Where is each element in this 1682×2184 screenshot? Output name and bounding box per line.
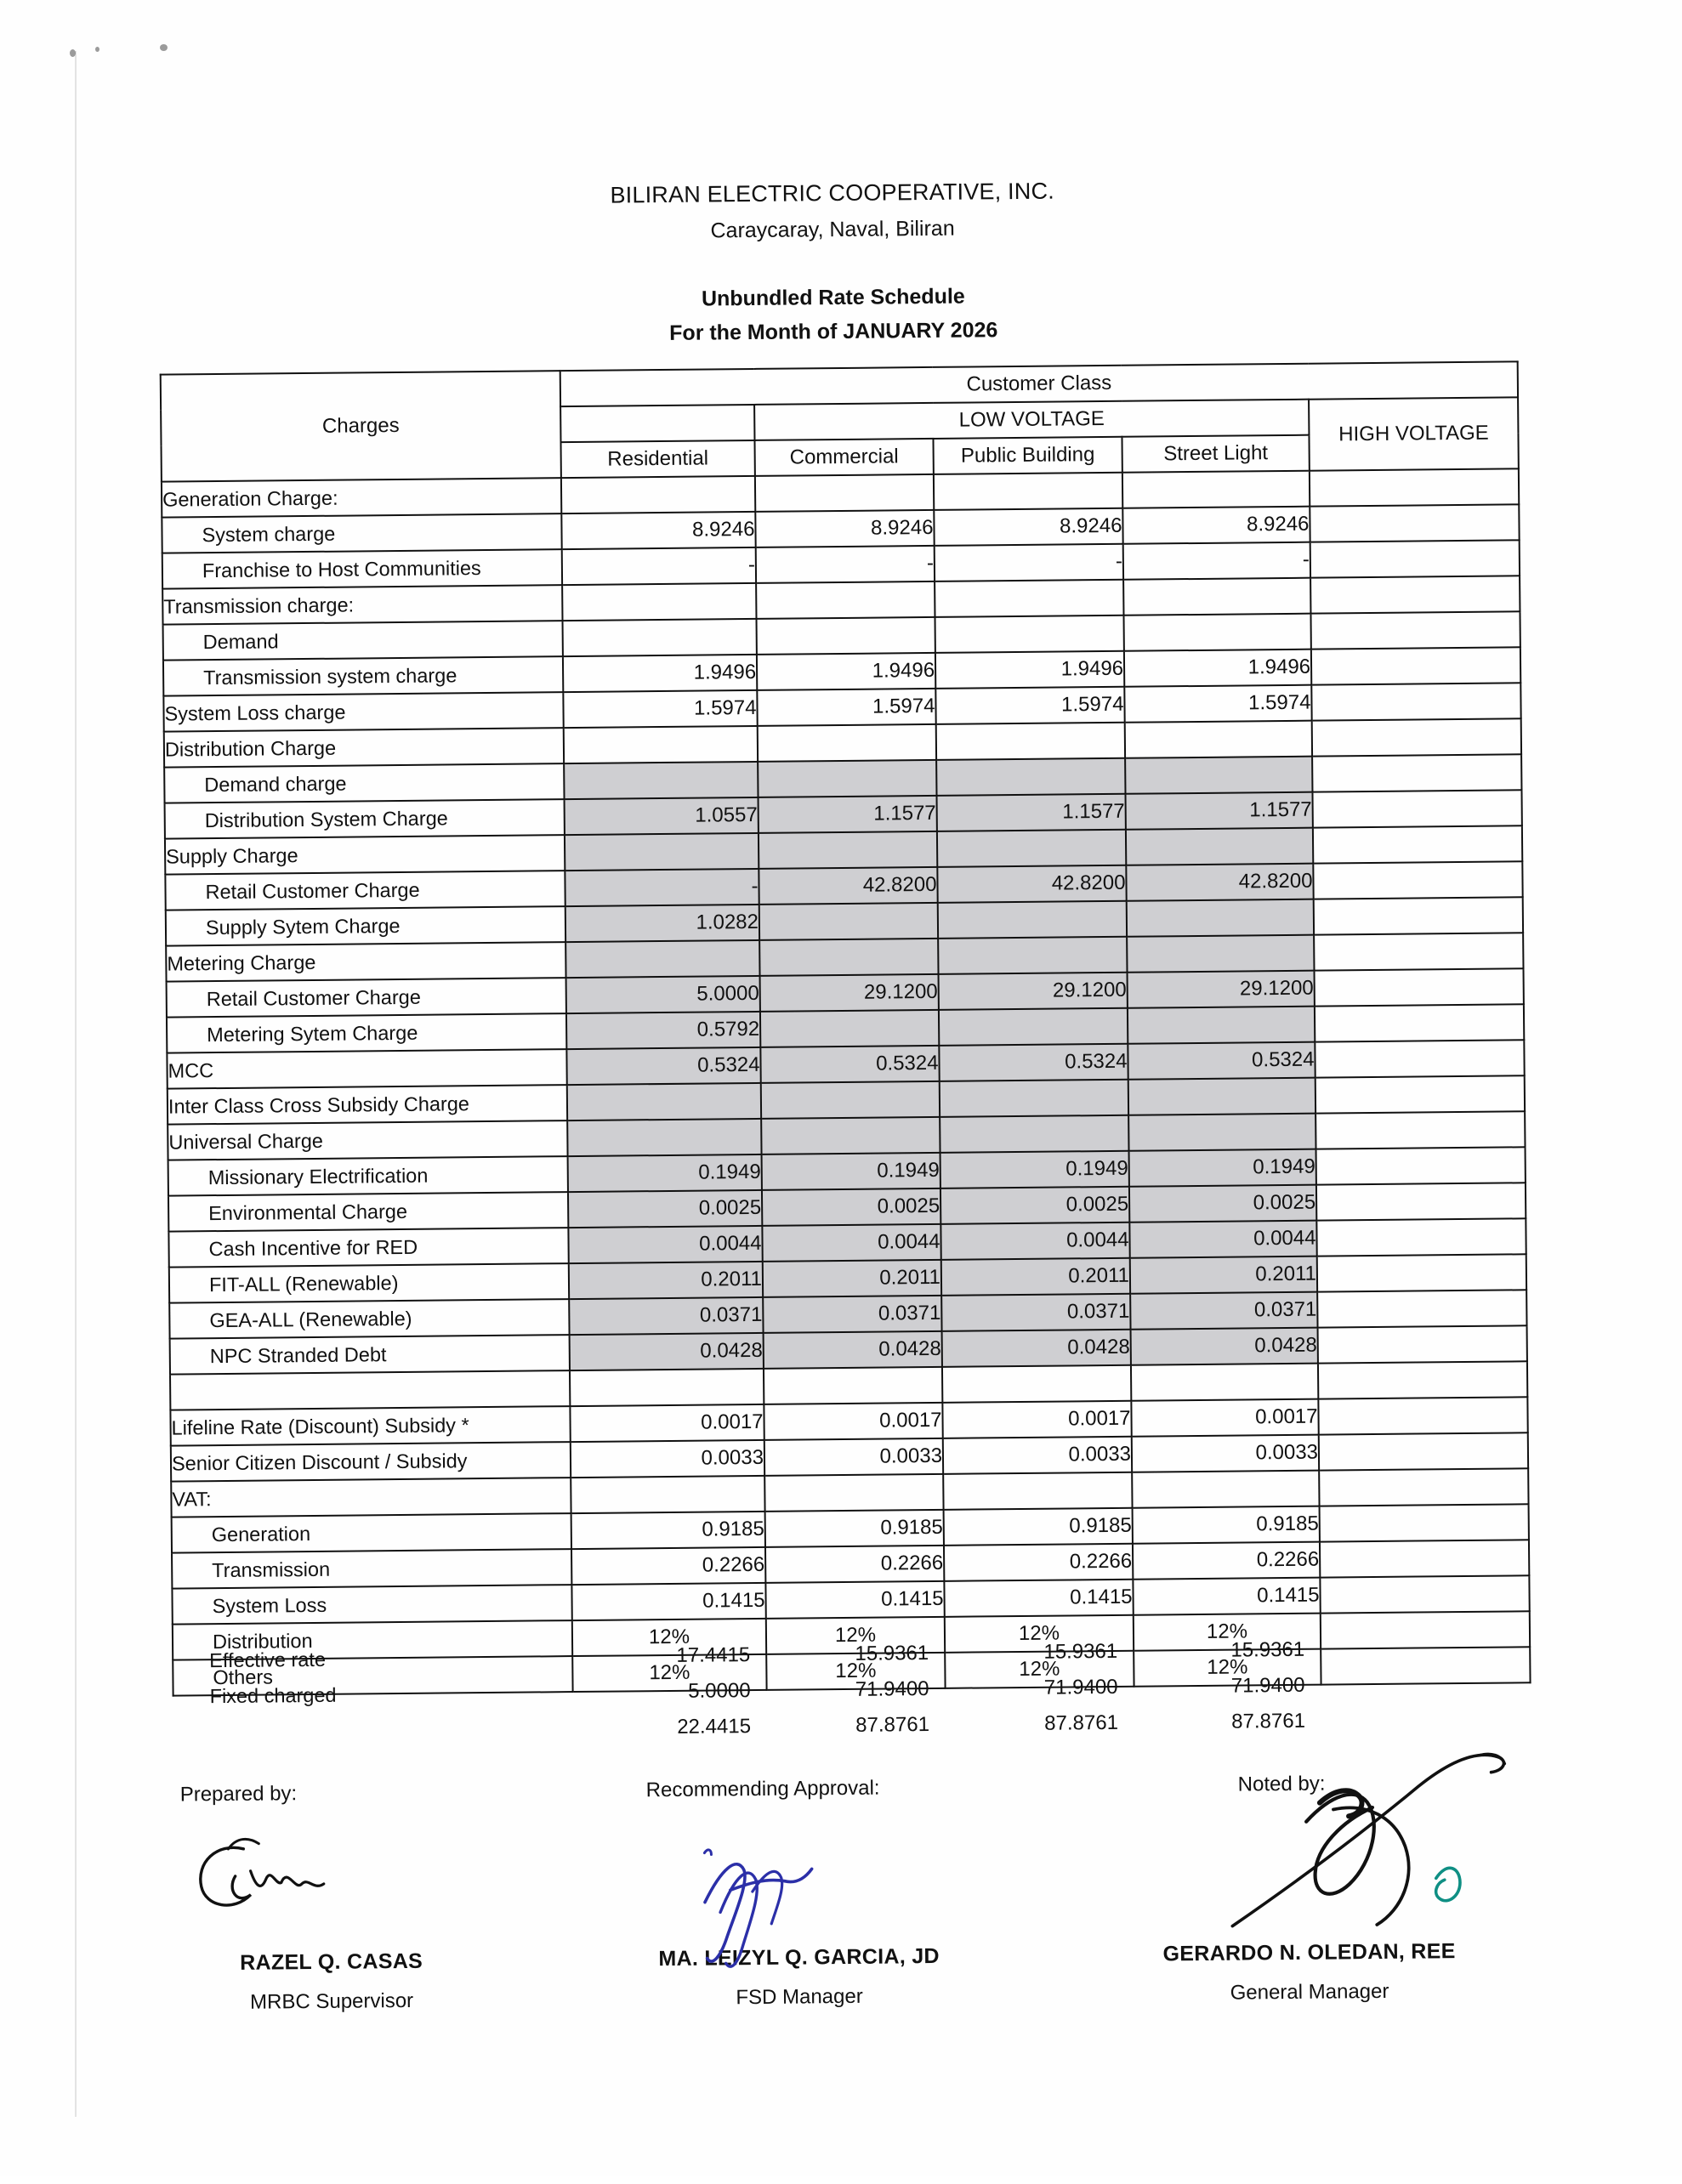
row-label: System Loss charge xyxy=(163,692,563,732)
cell-commercial: 0.0428 xyxy=(764,1331,942,1369)
row-label: Retail Customer Charge xyxy=(165,871,565,910)
cell-public-building: 8.9246 xyxy=(934,508,1122,546)
row-label: Metering Sytem Charge xyxy=(167,1013,566,1053)
cell-public-building xyxy=(936,758,1125,796)
cell-street-light: 0.2266 xyxy=(1133,1542,1320,1580)
row-label: Retail Customer Charge xyxy=(167,978,566,1018)
totals-body xyxy=(172,1630,1530,1750)
table-head xyxy=(161,361,1519,481)
cell-residential: 12% xyxy=(572,1619,766,1656)
cell-residential: 1.0557 xyxy=(565,797,759,835)
header-street-light: Street Light xyxy=(1122,435,1309,473)
cell-public-building: 0.0025 xyxy=(940,1187,1129,1224)
signature-noted-by xyxy=(1087,1770,1531,2006)
cell-residential xyxy=(565,833,759,871)
cell-high-voltage xyxy=(1310,540,1520,577)
row-label: Franchise to Host Communities xyxy=(162,549,562,589)
cell-residential: 0.5792 xyxy=(566,1012,760,1049)
row-label: System Loss xyxy=(172,1585,571,1625)
cell-high-voltage xyxy=(1312,718,1521,756)
row-label: Demand charge xyxy=(164,763,564,803)
row-label: Generation Charge: xyxy=(162,478,561,518)
cell-high-voltage xyxy=(1318,1325,1527,1363)
cell-commercial xyxy=(761,1081,940,1119)
cell-public-building xyxy=(935,615,1123,653)
cell-public-building: 1.5974 xyxy=(935,687,1124,724)
cell-public-building: 0.1949 xyxy=(940,1151,1129,1188)
cell-residential xyxy=(564,726,758,763)
cell-public-building: 0.2266 xyxy=(944,1544,1133,1581)
cell-commercial xyxy=(760,1010,939,1047)
cell-high-voltage xyxy=(1316,1183,1526,1220)
row-label: Transmission system charge xyxy=(163,656,563,696)
cell-high-voltage xyxy=(1320,1540,1529,1577)
cell-high-voltage xyxy=(1315,968,1524,1006)
cell-street-light xyxy=(1132,1471,1319,1508)
cell-high-voltage xyxy=(1314,897,1523,934)
cell-street-light: - xyxy=(1123,542,1310,580)
cell-residential xyxy=(562,583,756,621)
row-label: System charge xyxy=(162,513,561,553)
cell-residential: 0.9185 xyxy=(571,1512,765,1549)
header-residential: Residential xyxy=(560,440,754,478)
cell-street-light: 12% xyxy=(1134,1614,1321,1651)
cell-public-building xyxy=(940,1080,1128,1117)
cell-street-light: 0.1949 xyxy=(1129,1149,1316,1187)
cell-high-voltage xyxy=(1320,1504,1529,1541)
cell-residential: - xyxy=(562,547,756,585)
header-spacer-residential xyxy=(560,405,754,442)
totals-label: Effective rate xyxy=(209,1648,327,1671)
cell-public-building: 0.0033 xyxy=(943,1437,1132,1474)
header-high-voltage: HIGH VOLTAGE xyxy=(1309,397,1519,470)
row-label: Distribution Charge xyxy=(164,728,564,768)
totals-cell-residential: 22.4415 xyxy=(677,1715,752,1739)
cell-street-light: 0.0025 xyxy=(1129,1185,1316,1222)
cell-street-light: 42.8200 xyxy=(1126,864,1313,901)
cell-public-building: 0.9185 xyxy=(944,1508,1133,1546)
cell-residential: 1.5974 xyxy=(563,690,757,728)
cell-street-light: 12% xyxy=(1134,1649,1321,1687)
cell-residential: 0.0371 xyxy=(569,1297,763,1335)
cell-high-voltage xyxy=(1315,1075,1525,1113)
cell-residential: 0.1949 xyxy=(568,1154,762,1192)
cell-street-light: 0.0371 xyxy=(1130,1292,1317,1330)
cell-residential: 1.0282 xyxy=(565,905,759,942)
cell-street-light xyxy=(1127,899,1314,937)
cell-commercial: 0.1415 xyxy=(765,1581,944,1619)
cell-high-voltage xyxy=(1311,683,1520,720)
signature-title: MRBC Supervisor xyxy=(249,1988,414,2014)
row-label: Supply Charge xyxy=(165,835,565,875)
rate-schedule-table xyxy=(160,360,1531,1696)
cell-commercial xyxy=(759,831,937,869)
totals-cell-street-light: 71.9400 xyxy=(1230,1673,1305,1698)
cell-high-voltage xyxy=(1313,861,1522,899)
cell-street-light: 0.2011 xyxy=(1130,1257,1317,1294)
cell-high-voltage xyxy=(1319,1468,1528,1506)
cell-high-voltage xyxy=(1316,1147,1526,1184)
cell-street-light xyxy=(1128,1007,1315,1044)
cell-commercial: 42.8200 xyxy=(759,867,937,905)
header-charges: Charges xyxy=(161,371,561,482)
cell-public-building: 0.0428 xyxy=(942,1330,1131,1367)
row-label: Generation xyxy=(172,1513,571,1553)
cell-high-voltage xyxy=(1312,754,1521,791)
row-label: FIT-ALL (Renewable) xyxy=(169,1263,569,1303)
row-label: MCC xyxy=(167,1049,566,1089)
cell-residential xyxy=(567,1119,761,1156)
cell-street-light: 0.1415 xyxy=(1133,1578,1320,1615)
cell-commercial: 0.5324 xyxy=(760,1046,939,1083)
cell-high-voltage xyxy=(1315,1111,1525,1149)
cell-residential: 0.5324 xyxy=(566,1047,760,1085)
cell-street-light xyxy=(1122,471,1310,508)
cell-public-building xyxy=(940,1115,1128,1153)
cell-commercial: 0.0044 xyxy=(762,1224,940,1262)
cell-high-voltage xyxy=(1317,1254,1526,1291)
totals-label: Fixed charged xyxy=(209,1683,337,1707)
cell-residential xyxy=(565,940,759,978)
totals-label xyxy=(173,1710,572,1750)
cell-residential: - xyxy=(565,869,759,906)
cell-commercial: 8.9246 xyxy=(755,510,934,547)
cell-public-building xyxy=(938,937,1127,974)
org-name: BILIRAN ELECTRIC COOPERATIVE, INC. xyxy=(610,178,1055,208)
totals-cell-public-building: 87.8761 xyxy=(1044,1710,1119,1735)
cell-commercial: 0.1949 xyxy=(762,1153,940,1190)
cell-residential: 0.0428 xyxy=(570,1333,764,1370)
totals-table xyxy=(172,1630,1530,1750)
cell-residential: 0.2011 xyxy=(569,1262,763,1299)
cell-high-voltage xyxy=(1318,1361,1527,1398)
totals-cell-street-light: 87.8761 xyxy=(1231,1709,1306,1733)
cell-commercial: 0.0371 xyxy=(763,1296,941,1333)
cell-high-voltage xyxy=(1314,933,1523,970)
header-customer-class: Customer Class xyxy=(560,361,1518,406)
cell-high-voltage xyxy=(1310,504,1519,542)
row-label: Distribution xyxy=(173,1620,572,1660)
cell-public-building xyxy=(936,723,1125,760)
row-label: Universal Charge xyxy=(168,1120,567,1160)
signature-name: GERARDO N. OLEDAN, REE xyxy=(1162,1939,1456,1966)
totals-cell-commercial: 87.8761 xyxy=(855,1713,930,1737)
signature-block xyxy=(7,1768,1682,2065)
totals-cell-commercial: 71.9400 xyxy=(855,1677,929,1701)
cell-street-light xyxy=(1125,721,1312,758)
cell-commercial: 0.9185 xyxy=(765,1510,944,1547)
cell-street-light: 0.0428 xyxy=(1131,1328,1318,1365)
totals-cell-commercial: 15.9361 xyxy=(855,1642,929,1665)
cell-street-light: 1.1577 xyxy=(1126,792,1313,830)
cell-public-building xyxy=(937,830,1126,867)
document-period: For the Month of JANUARY 2026 xyxy=(669,318,998,345)
cell-residential xyxy=(570,1369,764,1406)
cell-high-voltage xyxy=(1319,1432,1528,1470)
totals-cell-high-voltage xyxy=(1320,1630,1529,1667)
cell-public-building: 12% xyxy=(945,1615,1134,1653)
cell-public-building: 0.0017 xyxy=(942,1401,1131,1438)
cell-commercial: 1.9496 xyxy=(757,653,935,690)
cell-public-building: 1.9496 xyxy=(935,651,1124,689)
cell-residential: 0.1415 xyxy=(571,1583,765,1620)
row-label: Cash Incentive for RED xyxy=(168,1228,568,1268)
cell-street-light xyxy=(1127,935,1314,973)
totals-cell-high-voltage xyxy=(1321,1701,1530,1739)
cell-public-building xyxy=(942,1365,1131,1403)
totals-cell-residential: 17.4415 xyxy=(676,1643,751,1667)
cell-public-building: 0.2011 xyxy=(941,1258,1130,1296)
cell-high-voltage xyxy=(1312,790,1521,827)
cell-commercial: 0.0017 xyxy=(764,1403,942,1440)
cell-residential xyxy=(567,1083,761,1120)
row-label: Supply Sytem Charge xyxy=(166,906,565,946)
row-label: VAT: xyxy=(171,1478,571,1517)
totals-cell-high-voltage xyxy=(1320,1665,1529,1703)
totals-cell-residential: 5.0000 xyxy=(688,1679,751,1703)
row-label: GEA-ALL (Renewable) xyxy=(169,1299,569,1339)
row-label: Transmission xyxy=(172,1549,571,1589)
cell-street-light: 0.0033 xyxy=(1132,1435,1319,1472)
cell-street-light: 0.5324 xyxy=(1128,1042,1315,1080)
cell-commercial xyxy=(756,581,935,619)
table-body xyxy=(162,468,1531,1695)
cell-street-light: 0.0017 xyxy=(1131,1399,1318,1437)
row-label: Metering Charge xyxy=(166,942,565,982)
totals-cell-street-light: 15.9361 xyxy=(1230,1637,1305,1662)
row-label: Demand xyxy=(163,621,563,661)
cell-residential: 12% xyxy=(572,1654,766,1692)
cell-street-light xyxy=(1126,828,1313,865)
row-label: Environmental Charge xyxy=(168,1192,568,1232)
cell-residential: 1.9496 xyxy=(563,655,757,692)
cell-commercial xyxy=(757,617,935,655)
cell-residential: 0.2266 xyxy=(571,1547,765,1585)
cell-commercial xyxy=(758,760,936,797)
cell-high-voltage xyxy=(1310,468,1519,506)
cell-commercial xyxy=(759,939,938,976)
signature-name: MA. LEIZYL Q. GARCIA, JD xyxy=(658,1943,940,1971)
cell-public-building xyxy=(938,901,1127,939)
cell-high-voltage xyxy=(1320,1575,1529,1613)
cell-commercial: 12% xyxy=(766,1617,945,1654)
cell-public-building: 1.1577 xyxy=(937,794,1126,831)
header-commercial: Commercial xyxy=(754,439,933,476)
cell-public-building xyxy=(934,473,1122,510)
cell-residential: 0.0033 xyxy=(571,1440,764,1478)
cell-residential: 0.0044 xyxy=(568,1226,762,1263)
cell-high-voltage xyxy=(1310,576,1520,613)
cell-public-building: 29.1200 xyxy=(939,973,1128,1010)
cell-street-light xyxy=(1128,1114,1315,1151)
cell-street-light xyxy=(1123,578,1310,615)
cell-residential: 0.0017 xyxy=(570,1404,764,1442)
signature-title: FSD Manager xyxy=(736,1984,863,2010)
cell-commercial xyxy=(755,474,934,512)
row-label: Transmission charge: xyxy=(162,585,562,625)
row-label: NPC Stranded Debt xyxy=(170,1335,570,1375)
cell-public-building: 42.8200 xyxy=(937,865,1126,903)
cell-street-light: 8.9246 xyxy=(1122,507,1310,544)
row-label xyxy=(170,1370,570,1410)
cell-street-light: 1.9496 xyxy=(1124,650,1311,687)
document-title: Unbundled Rate Schedule xyxy=(701,284,965,311)
cell-high-voltage xyxy=(1318,1397,1527,1434)
cell-commercial: 1.1577 xyxy=(759,796,937,833)
cell-residential xyxy=(564,762,758,799)
cell-residential xyxy=(571,1476,764,1513)
cell-public-building: 0.0371 xyxy=(941,1294,1130,1331)
cell-commercial: 29.1200 xyxy=(760,974,939,1012)
cell-public-building xyxy=(943,1472,1132,1510)
cell-public-building: 0.1415 xyxy=(944,1580,1133,1617)
signature-name: RAZEL Q. CASAS xyxy=(240,1949,423,1975)
cell-public-building: - xyxy=(935,544,1123,581)
row-label: Lifeline Rate (Discount) Subsidy * xyxy=(170,1406,570,1446)
cell-residential xyxy=(563,619,757,656)
cell-public-building: 0.5324 xyxy=(939,1044,1128,1081)
cell-residential: 0.0025 xyxy=(568,1190,762,1228)
row-label: Missionary Electrification xyxy=(168,1156,568,1196)
cell-public-building: 12% xyxy=(945,1651,1134,1688)
cell-commercial xyxy=(764,1367,942,1404)
cell-public-building: 0.0044 xyxy=(940,1222,1129,1260)
signature-role-label: Noted by: xyxy=(1237,1772,1326,1796)
signature-role-label: Recommending Approval: xyxy=(645,1776,880,1802)
cell-residential xyxy=(561,476,755,513)
row-label: Others xyxy=(173,1656,572,1696)
cell-commercial: 1.5974 xyxy=(757,689,935,726)
cell-commercial: 0.0025 xyxy=(762,1188,940,1226)
cell-commercial xyxy=(764,1474,943,1512)
cell-street-light xyxy=(1125,757,1312,794)
cell-street-light xyxy=(1131,1364,1318,1401)
cell-commercial: 0.2266 xyxy=(765,1546,944,1583)
cell-street-light: 1.5974 xyxy=(1124,685,1311,723)
row-label: Inter Class Cross Subsidy Charge xyxy=(168,1085,567,1125)
totals-cell-public-building: 15.9361 xyxy=(1043,1639,1118,1664)
cell-street-light xyxy=(1123,614,1310,651)
row-label: Distribution System Charge xyxy=(165,799,565,839)
cell-high-voltage xyxy=(1315,1004,1524,1041)
cell-commercial xyxy=(761,1117,940,1154)
header-public-building: Public Building xyxy=(933,437,1122,474)
cell-public-building xyxy=(939,1008,1128,1046)
cell-commercial: 0.0033 xyxy=(764,1438,943,1476)
cell-street-light: 29.1200 xyxy=(1128,971,1315,1008)
cell-commercial: - xyxy=(756,546,935,583)
cell-high-voltage xyxy=(1310,611,1520,649)
signature-prepared-by xyxy=(151,1780,511,2016)
org-address: Caraycaray, Naval, Biliran xyxy=(710,216,955,243)
cell-residential: 8.9246 xyxy=(561,512,755,549)
cell-high-voltage xyxy=(1316,1218,1526,1256)
cell-commercial: 0.2011 xyxy=(763,1260,941,1297)
cell-commercial xyxy=(758,724,936,762)
cell-street-light: 0.0044 xyxy=(1129,1221,1316,1258)
cell-street-light xyxy=(1128,1078,1315,1115)
cell-commercial xyxy=(759,903,938,940)
cell-high-voltage xyxy=(1313,825,1522,863)
cell-high-voltage xyxy=(1317,1290,1526,1327)
header-low-voltage: LOW VOLTAGE xyxy=(754,400,1309,440)
cell-public-building xyxy=(935,580,1123,617)
signature-recommending-approval xyxy=(568,1775,1030,2011)
totals-cell-public-building: 71.9400 xyxy=(1043,1675,1118,1699)
cell-commercial: 12% xyxy=(766,1653,945,1690)
cell-street-light: 0.9185 xyxy=(1133,1506,1320,1544)
signature-role-label: Prepared by: xyxy=(179,1782,298,1807)
row-label: Senior Citizen Discount / Subsidy xyxy=(171,1442,571,1482)
cell-high-voltage xyxy=(1315,1040,1524,1077)
cell-high-voltage xyxy=(1311,647,1520,684)
signature-title: General Manager xyxy=(1230,1979,1389,2005)
cell-residential: 5.0000 xyxy=(566,976,760,1013)
